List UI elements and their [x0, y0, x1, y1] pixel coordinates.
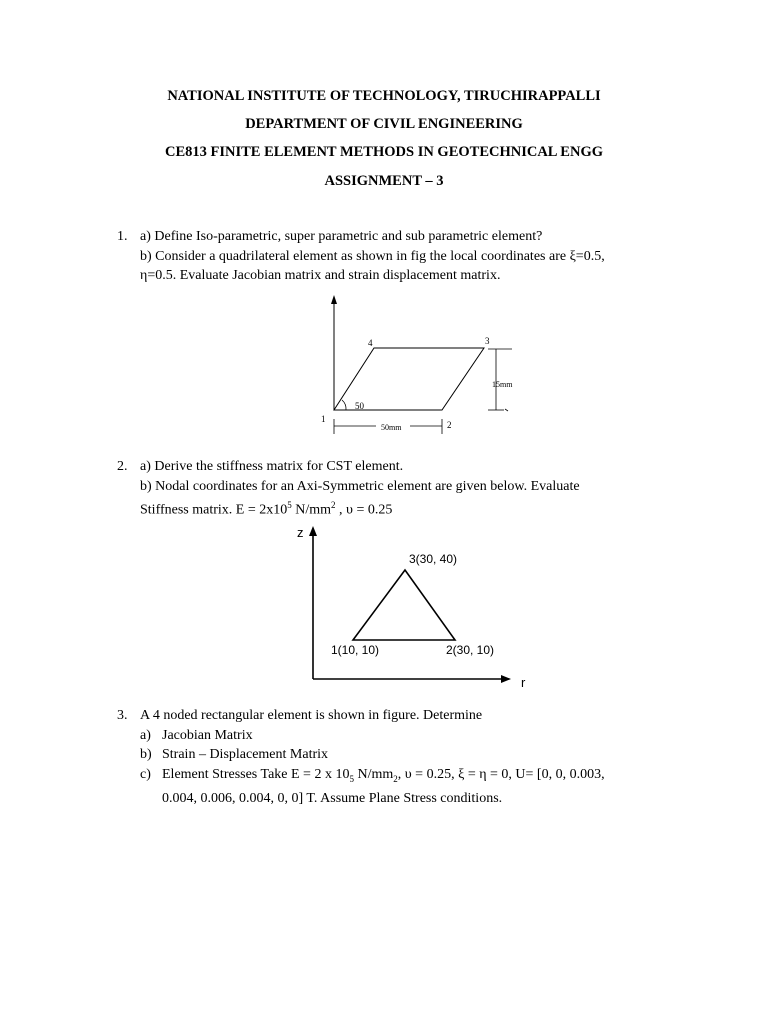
cst-triangle: [353, 570, 455, 640]
question-number: 1.: [117, 229, 128, 244]
node-2-coords: 2(30, 10): [446, 643, 495, 657]
item-text-line1: [162, 765, 605, 789]
node-3-label: 3: [485, 336, 490, 346]
question-3-item-c: [140, 765, 605, 809]
question-3-item-a: [140, 726, 605, 746]
node-1-coords: 1(10, 10): [331, 643, 380, 657]
exponent-5: 5: [287, 500, 292, 510]
poisson-text: , υ = 0.25: [335, 502, 393, 518]
values-text: , υ = 0.25, ξ = η = 0, U= [0, 0, 0.003,: [397, 766, 605, 782]
angle-label: 50: [355, 401, 364, 411]
department-title: DEPARTMENT OF CIVIL ENGINEERING: [245, 116, 523, 132]
item-label: c): [140, 766, 151, 782]
r-axis-arrow: [501, 675, 511, 683]
width-label: 50mm: [381, 423, 402, 432]
question-2-part-b-line1: b) Nodal coordinates for an Axi-Symmetric element are given below. Evaluate: [140, 478, 580, 494]
height-label: 15mm: [492, 380, 513, 389]
r-axis-label: r: [521, 675, 526, 690]
exponent-2: 2: [393, 773, 398, 784]
question-1-part-a: a) Define Iso-parametric, super parametric and sub parametric element?: [140, 229, 543, 244]
question-2-part-a: a) Derive the stiffness matrix for CST element.: [140, 459, 404, 474]
exponent-5: 5: [349, 773, 354, 784]
item-text-line2: 0.004, 0.006, 0.004, 0, 0] T. Assume Plane Stress conditions.: [162, 790, 503, 806]
question-3-intro: A 4 noded rectangular element is shown in figure. Determine: [140, 708, 483, 723]
question-number: 2.: [117, 459, 128, 474]
unit-text: N/mm: [291, 502, 332, 518]
z-axis-label: z: [297, 525, 304, 540]
node-4-label: 4: [368, 338, 373, 348]
institute-title: NATIONAL INSTITUTE OF TECHNOLOGY, TIRUCHIRAPPALLI: [167, 88, 601, 104]
question-1-part-b-line2: η=0.5. Evaluate Jacobian matrix and strain displacement matrix.: [140, 268, 501, 283]
question-3-item-b: [140, 745, 605, 765]
item-text: Jacobian Matrix: [162, 727, 253, 743]
stress-text: Element Stresses Take E = 2 x 10: [162, 766, 350, 782]
question-1-part-b-line1: b) Consider a quadrilateral element as shown in fig the local coordinates are ξ=0.5,: [140, 248, 605, 264]
z-axis-arrow: [309, 526, 317, 536]
unit-text: N/mm: [353, 766, 394, 782]
item-label: b): [140, 747, 152, 762]
node-2-label: 2: [447, 420, 452, 430]
item-label: a): [140, 727, 151, 743]
stiffness-text: Stiffness matrix. E = 2x10: [140, 502, 288, 518]
course-title: CE813 FINITE ELEMENT METHODS IN GEOTECHNICAL ENGG: [164, 144, 604, 160]
assignment-title: ASSIGNMENT – 3: [324, 173, 444, 189]
node-1-label: 1: [321, 414, 326, 424]
exponent-2: 2: [331, 500, 336, 510]
question-number: 3.: [117, 708, 128, 723]
node-3-coords: 3(30, 40): [409, 552, 458, 566]
item-text: Strain – Displacement Matrix: [162, 747, 329, 762]
